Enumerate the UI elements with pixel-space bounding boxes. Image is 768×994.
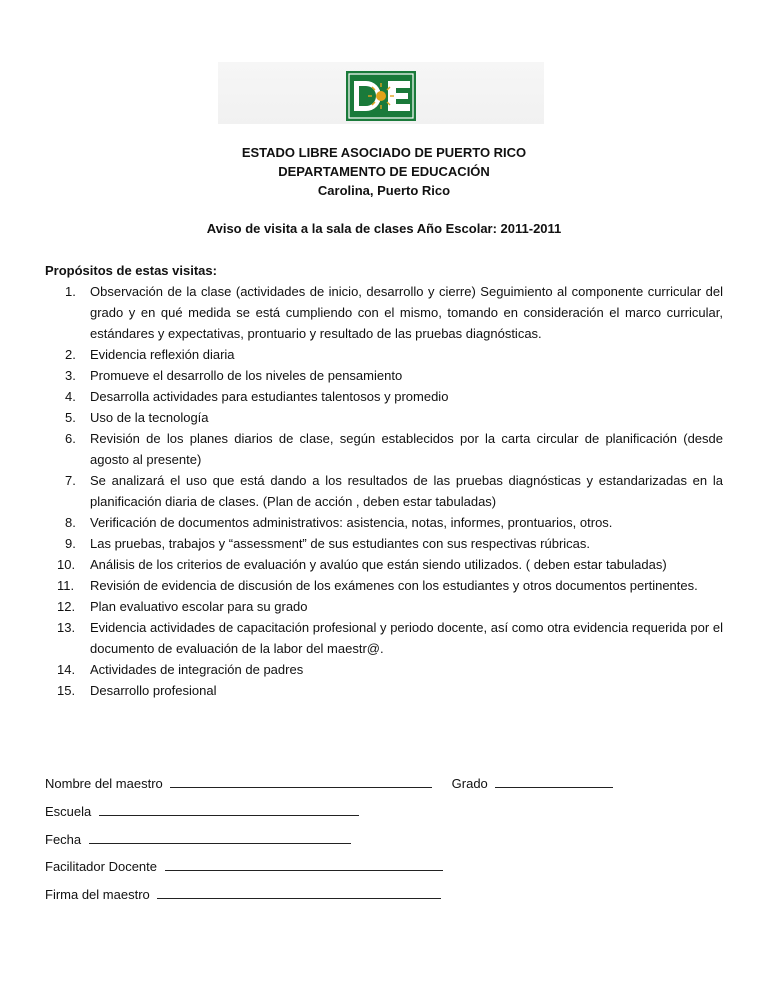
list-item-text: Evidencia actividades de capacitación profesional y periodo docente, así como otra evidencia requerida por el documento de evaluación de la labor del maestr@. bbox=[90, 620, 723, 656]
teacher-name-field bbox=[45, 774, 613, 793]
list-item-number: 2. bbox=[65, 347, 76, 362]
list-item bbox=[45, 659, 723, 680]
notice-title: Aviso de visita a la sala de clases Año Escolar: 2011-2011 bbox=[206, 221, 562, 236]
list-item-text: Plan evaluativo escolar para su grado bbox=[90, 599, 308, 614]
teacher-name-line[interactable] bbox=[170, 774, 432, 788]
header-location: Carolina, Puerto Rico bbox=[317, 183, 451, 198]
school-line[interactable] bbox=[99, 802, 359, 816]
list-item-number: 11. bbox=[57, 578, 75, 593]
list-item-number: 15. bbox=[57, 683, 76, 698]
list-item-number: 6. bbox=[65, 431, 76, 446]
list-item-text: Verificación de documentos administrativos: asistencia, notas, informes, prontuarios, otros. bbox=[90, 515, 613, 530]
list-item bbox=[45, 512, 723, 533]
list-item-number: 12. bbox=[57, 599, 76, 614]
list-item-number: 13. bbox=[57, 620, 76, 635]
list-item bbox=[45, 596, 723, 617]
facilitator-label: Facilitador Docente bbox=[45, 859, 157, 874]
list-item-text: Se analizará el uso que está dando a los resultados de las pruebas diagnósticas y estandarizadas en la planificación diaria de clases. (Plan de acción , deben estar tabuladas) bbox=[90, 473, 723, 509]
list-item bbox=[45, 344, 723, 365]
list-item bbox=[45, 680, 723, 701]
list-item-number: 9. bbox=[65, 536, 76, 551]
list-item-text: Evidencia reflexión diaria bbox=[90, 347, 235, 362]
facilitator-field bbox=[45, 857, 443, 876]
list-item bbox=[45, 575, 723, 596]
list-item bbox=[45, 428, 723, 470]
list-item-text: Desarrolla actividades para estudiantes talentosos y promedio bbox=[90, 389, 449, 404]
list-item bbox=[45, 533, 723, 554]
list-item-number: 4. bbox=[65, 389, 76, 404]
purposes-title: Propósitos de estas visitas: bbox=[45, 263, 217, 278]
list-item-number: 8. bbox=[65, 515, 76, 530]
list-item bbox=[45, 554, 723, 575]
list-item bbox=[45, 281, 723, 344]
signature-field bbox=[45, 885, 441, 904]
signature-line[interactable] bbox=[157, 885, 441, 899]
date-line[interactable] bbox=[89, 830, 351, 844]
de-logo-icon bbox=[346, 71, 416, 121]
list-item-text: Análisis de los criterios de evaluación y avalúo que están siendo utilizados. ( deben estar tabuladas) bbox=[90, 557, 667, 572]
list-item-text: Observación de la clase (actividades de inicio, desarrollo y cierre) Seguimiento al componente curricular del grado y en qué medida se está cumpliendo con el mismo, tomando en consideración el marco curricular, estándares y expectativas, prontuario y resultado de las pruebas diagnósticas. bbox=[90, 284, 723, 341]
list-item-text: Uso de la tecnología bbox=[90, 410, 209, 425]
school-field bbox=[45, 802, 359, 821]
list-item bbox=[45, 386, 723, 407]
list-item-number: 10. bbox=[57, 557, 76, 572]
signature-label: Firma del maestro bbox=[45, 887, 150, 902]
list-item bbox=[45, 407, 723, 428]
teacher-name-label: Nombre del maestro bbox=[45, 776, 163, 791]
list-item-number: 7. bbox=[65, 473, 76, 488]
list-item-number: 14. bbox=[57, 662, 76, 677]
list-item-text: Las pruebas, trabajos y “assessment” de sus estudiantes con sus respectivas rúbricas. bbox=[90, 536, 591, 551]
header-department: DEPARTAMENTO DE EDUCACIÓN bbox=[278, 164, 490, 179]
facilitator-line[interactable] bbox=[165, 857, 443, 871]
list-item bbox=[45, 365, 723, 386]
header-state: ESTADO LIBRE ASOCIADO DE PUERTO RICO bbox=[241, 145, 527, 160]
list-item-text: Revisión de los planes diarios de clase, según establecidos por la carta circular de planificación (desde agosto al presente) bbox=[90, 431, 723, 467]
list-item bbox=[45, 470, 723, 512]
date-field bbox=[45, 830, 351, 849]
list-item-text: Desarrollo profesional bbox=[90, 683, 217, 698]
list-item bbox=[45, 617, 723, 659]
list-item-text: Actividades de integración de padres bbox=[90, 662, 304, 677]
list-item-text: Revisión de evidencia de discusión de los exámenes con los estudiantes y otros documentos pertinentes. bbox=[90, 578, 698, 593]
list-item-text: Promueve el desarrollo de los niveles de pensamiento bbox=[90, 368, 403, 383]
list-item-number: 1. bbox=[65, 284, 76, 299]
list-item-number: 5. bbox=[65, 410, 76, 425]
purposes-list bbox=[45, 281, 723, 701]
grade-line[interactable] bbox=[495, 774, 613, 788]
grade-label: Grado bbox=[451, 776, 488, 791]
school-label: Escuela bbox=[45, 804, 92, 819]
date-label: Fecha bbox=[45, 832, 82, 847]
list-item-number: 3. bbox=[65, 368, 76, 383]
